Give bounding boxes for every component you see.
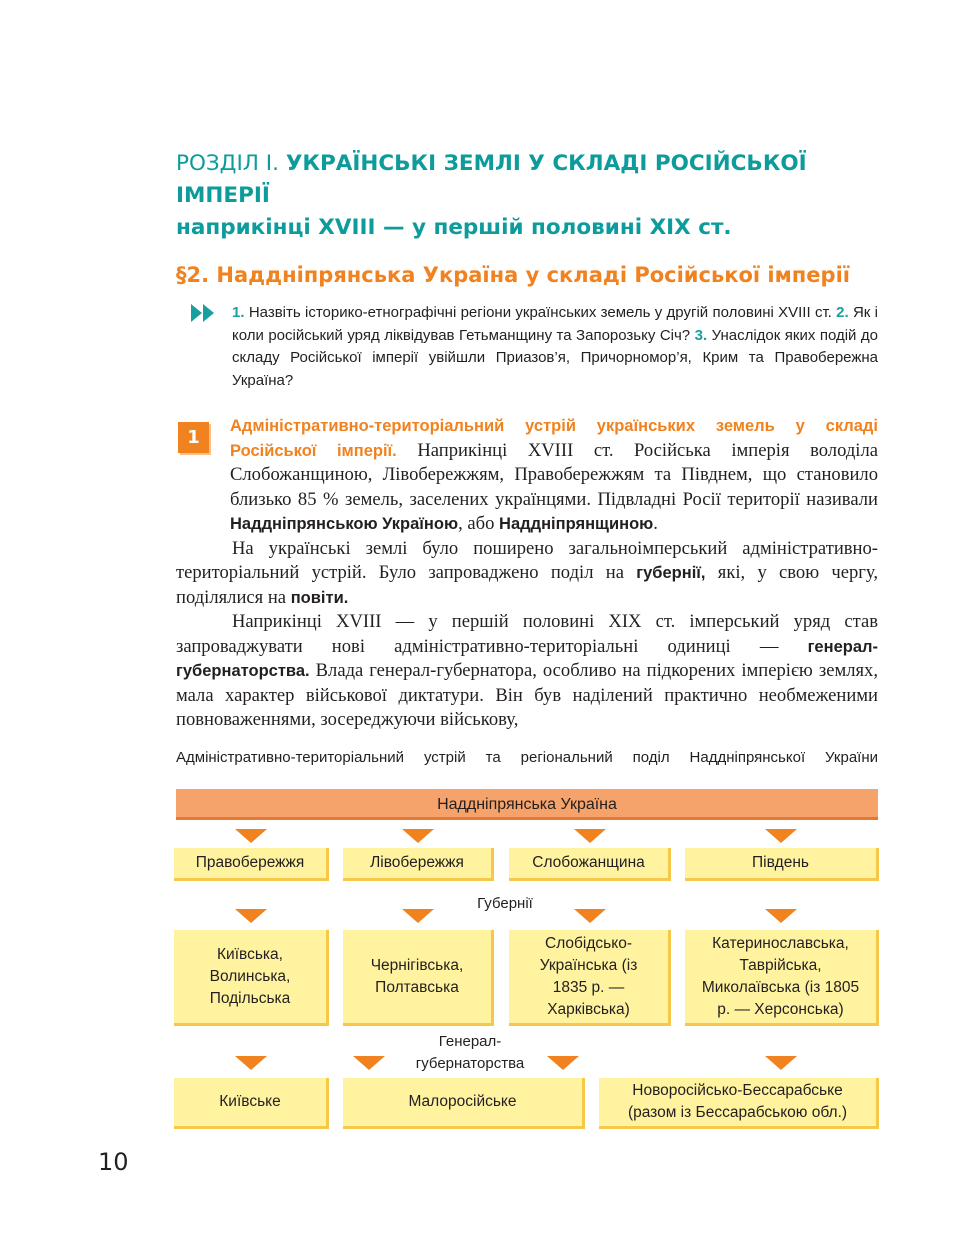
arrow-down-icon — [353, 1056, 385, 1070]
section-paragraph-1 — [176, 414, 878, 537]
text-run: Наприкінці XVIII ст. Російська імперія володіла Слобожанщиною, Лівобережжям, Правобережжям та Півднем, що становило близько 85 % земель, заселених українцями. Підвладні Росії території називали — [230, 439, 878, 510]
gubernii-box-right-bank: Київська, Волинська, Подільська — [174, 930, 329, 1026]
term-gubernii: губернії, — [636, 564, 706, 582]
gubernii-box-slobozhanshchyna: Слобідсько-Українська (із 1835 р. — Харківська) — [509, 930, 671, 1026]
arrow-down-icon — [765, 1056, 797, 1070]
text-run: . — [653, 513, 658, 534]
gubernii-box-south: Катеринославська, Таврійська, Миколаївська (із 1805 р. — Херсонська) — [685, 930, 879, 1026]
term-naddnipryanshchyna: Наддніпрянщиною — [499, 515, 654, 533]
chapter-prefix: РОЗДІЛ І. — [176, 151, 279, 176]
arrow-down-icon — [402, 909, 434, 923]
gg-box-malorosiiske: Малоросійське — [343, 1078, 585, 1129]
general-gubernatorstva-label-line1: Генерал- — [438, 1033, 502, 1050]
gubernii-box-left-bank: Чернігівська, Полтавська — [343, 930, 494, 1026]
arrow-down-icon — [235, 829, 267, 843]
diagram-caption: Адміністративно-територіальний устрій та регіональний поділ Наддніпрянської України — [176, 749, 878, 766]
chapter-title-line1: УКРАЇНСЬКІ ЗЕМЛІ У СКЛАДІ РОСІЙСЬКОЇ ІМПЕРІЇ — [176, 151, 807, 208]
arrow-down-icon — [235, 909, 267, 923]
section-body — [176, 414, 878, 733]
text-run: На українські землі було поширено загальноімперський адміністративно-територіальний устрій. Було запроваджено поділ на — [176, 537, 878, 583]
gubernii-label: Губернії — [477, 895, 533, 912]
arrow-down-icon — [574, 829, 606, 843]
question-1: Назвіть історико-етнографічні регіони українських земель у другій половині XVIII ст. — [244, 304, 837, 321]
section-paragraph-3 — [176, 610, 878, 733]
region-box-slobozhanshchyna: Слобожанщина — [509, 848, 671, 881]
review-questions — [232, 302, 878, 392]
term-naddnipryanska-ukraina: Наддніпрянською Україною — [230, 515, 459, 533]
region-box-pivden: Південь — [685, 848, 879, 881]
arrow-down-icon — [402, 829, 434, 843]
arrow-down-icon — [574, 909, 606, 923]
section-number-badge: 1 — [178, 422, 209, 453]
arrow-down-icon — [235, 1056, 267, 1070]
section-heading: Адміністративно-територіальний устрій українських земель у складі Російської імперії. — [230, 417, 878, 460]
question-2: Як і коли російський уряд ліквідував Гетьманщину та Запорозьку Січ? — [232, 304, 879, 344]
arrow-down-icon — [765, 909, 797, 923]
double-arrow-right-icon — [191, 304, 215, 322]
general-gubernatorstva-label-line2: губернаторства — [415, 1055, 525, 1072]
text-run: , або — [458, 513, 500, 534]
term-general-gubernatorstva: генерал-губернаторства. — [176, 637, 878, 680]
page-number: 10 — [98, 1148, 129, 1176]
chapter-title — [176, 148, 896, 244]
text-run: Наприкінці XVIII — у першій половині XIX ст. імперський уряд став запроваджувати нові адміністративно-територіальні одиниці — — [176, 611, 878, 657]
region-box-pravoberezhzhia: Правобережжя — [174, 848, 329, 881]
term-povity: повіти. — [290, 588, 349, 607]
chapter-title-line2: наприкінці XVIII — у першій половині XIX ст. — [176, 215, 732, 240]
question-2-number: 2. — [836, 304, 849, 321]
arrow-down-icon — [547, 1056, 579, 1070]
arrow-down-icon — [765, 829, 797, 843]
question-3: Унаслідок яких подій до складу Російської імперії увійшли Приазов’я, Причорномор’я, Крим та Правобережна Україна? — [232, 326, 878, 389]
text-run: які, у свою чергу, поділялися на — [176, 562, 879, 608]
paragraph-title: §2. Наддніпрянська Україна у складі Російської імперії — [176, 263, 850, 287]
question-3-number: 3. — [694, 326, 708, 344]
gg-box-novorosiisko-bessarabske: Новоросійсько-Бессарабське (разом із Бессарабською обл.) — [599, 1078, 879, 1129]
text-run: Влада генерал-губернатора, особливо на підкорених імперією землях, мала характер військової диктатури. Він був наділений практично необмеженими повноваженнями, зосереджуючи військову, — [176, 660, 878, 730]
region-box-livoberezhzhia: Лівобережжя — [343, 848, 494, 881]
section-paragraph-2 — [176, 537, 878, 611]
question-1-number: 1. — [232, 304, 245, 321]
gg-box-kyivske: Київське — [174, 1078, 329, 1129]
diagram-root-box: Наддніпрянська Україна — [176, 789, 878, 820]
